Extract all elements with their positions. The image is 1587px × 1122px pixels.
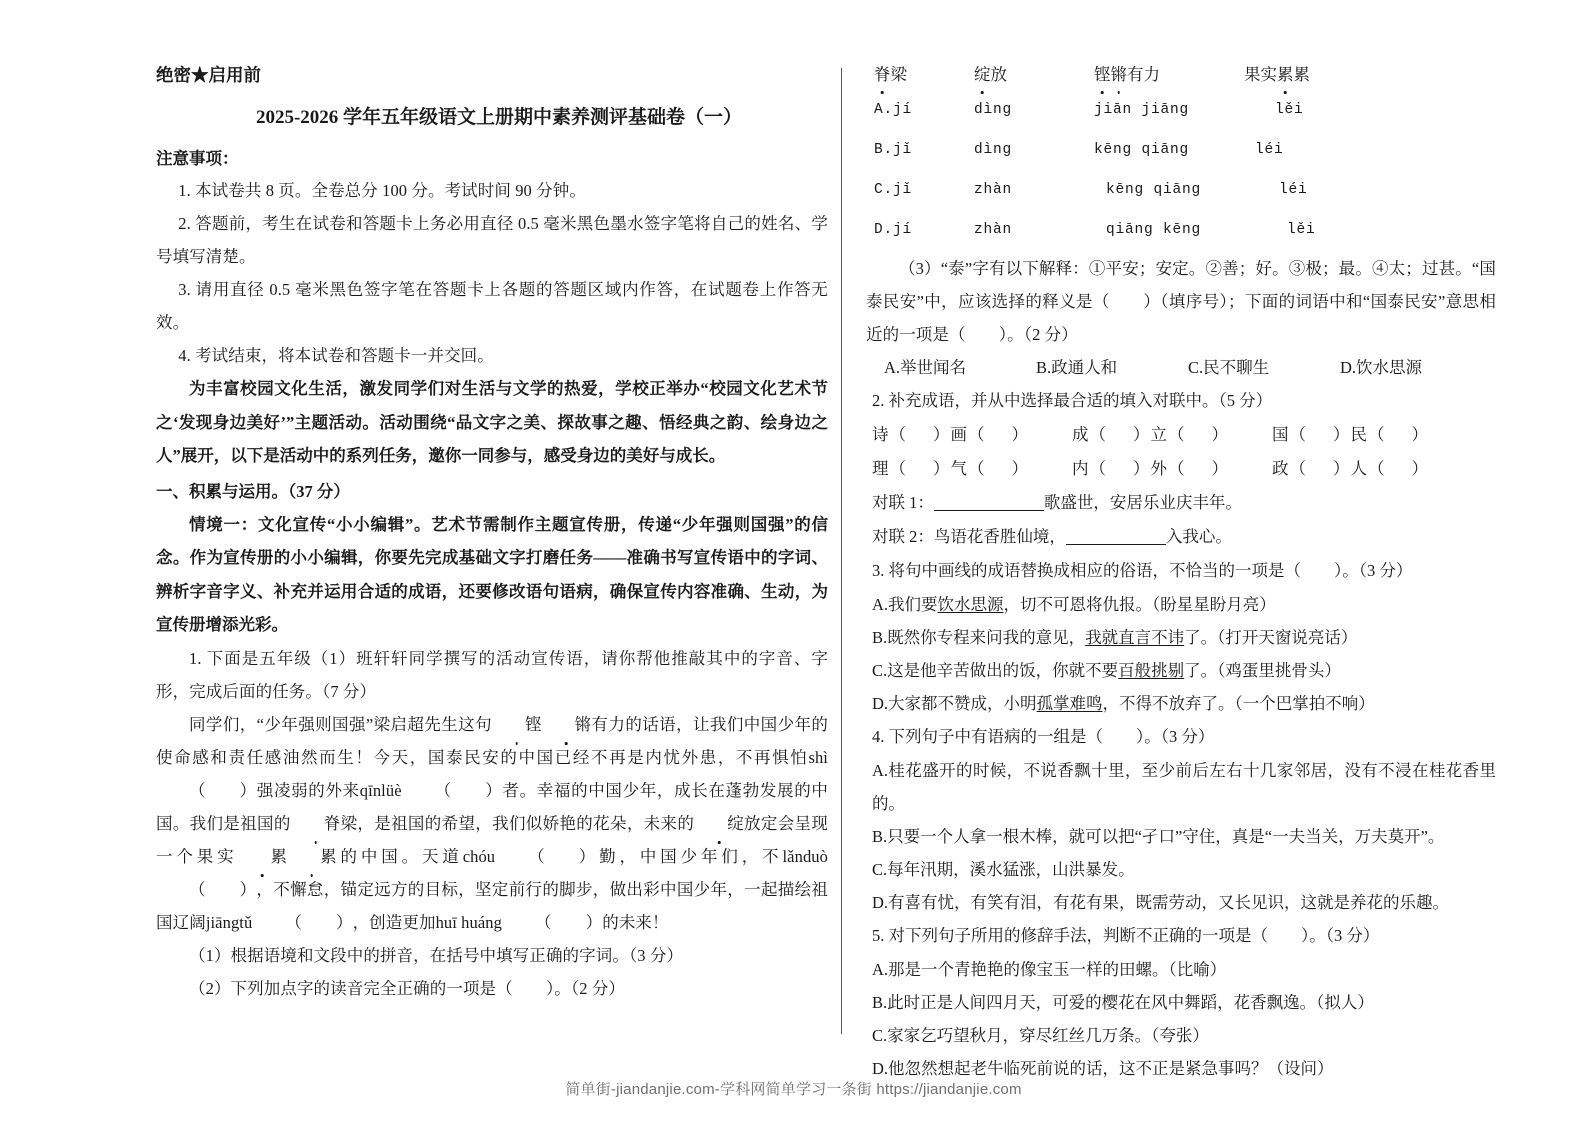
notice-item-2: 2. 答题前，考生在试卷和答题卡上务必用直径 0.5 毫米黑色墨水签字笔将自己的姓名、学号填写清楚。 xyxy=(156,214,828,266)
option-c[interactable]: C.民不聊生 xyxy=(1188,358,1270,377)
footer-watermark: 简单街-jiandanjie.com-学科网简单学习一条街 https://jiandanjie.com xyxy=(565,1081,1022,1098)
situation-one-text: 情境一：文化宣传“小小编辑”。艺术节需制作主题宣传册，传递“少年强则国强”的信念。作为宣传册的小小编辑，你要先完成基础文字打磨任务——准确书写宣传语中的字词、辨析字音字义、补充并运用合适的成语，还要修改语句语病，确保宣传内容准确、生动，为宣传册增添光彩。 xyxy=(156,514,828,634)
question-5-option-a[interactable]: A.那是一个青艳艳的像宝玉一样的田螺。（比喻） xyxy=(872,960,1227,979)
passage-text: 勤，中国少年们，不 xyxy=(595,846,783,866)
option-value-4: lěi xyxy=(1275,102,1304,118)
pinyin-qinlue: qīnlüè xyxy=(359,780,402,800)
question-3-option-a[interactable]: A.我们要饮水思源，切不可恩将仇报。（盼星星盼月亮） xyxy=(872,595,1276,614)
emphasis-char-lei-1: 累 xyxy=(237,840,287,873)
question-3-option-c[interactable]: C.这是他辛苦做出的饭，你就不要百般挑剔了。（鸡蛋里挑骨头） xyxy=(872,661,1341,680)
question-1-sub-2: （2）下列加点字的读音完全正确的一项是（ ）。（2 分） xyxy=(189,978,626,998)
option-d[interactable]: D.饮水思源 xyxy=(1340,358,1423,377)
passage-text: 的未来！ xyxy=(602,912,669,932)
answer-blank-paren[interactable]: （ ） xyxy=(434,780,502,800)
option-b[interactable]: B.政通人和 xyxy=(1036,358,1118,377)
idiom-blank-cell[interactable]: 诗（ ）画（ ） xyxy=(872,425,1029,444)
secret-label: 绝密★启用前 xyxy=(156,65,261,85)
question-5-stem: 5. 对下列句子所用的修辞手法，判断不正确的一项是（ ）。（3 分） xyxy=(872,926,1380,945)
pinyin-jiangtu: jiāngtǔ xyxy=(205,912,253,932)
idiom-grid-row-1 xyxy=(866,418,1496,452)
option-label: C.jǐ xyxy=(874,182,913,198)
pinyin-choice-header xyxy=(866,60,1496,90)
question-3-option-d[interactable]: D.大家都不赞成，小明孤掌难鸣，不得不放弃了。（一个巴掌拍不响） xyxy=(872,694,1375,713)
option-value-4: léi xyxy=(1255,142,1284,158)
underlined-idiom: 孤掌难鸣 xyxy=(1036,694,1103,713)
intro-paragraph: 为丰富校园文化生活，激发同学们对生活与文学的热爱，学校正举办“校园文化艺术节之‘发现身边美好’”主题活动。活动围绕“品文字之美、探故事之趣、悟经典之韵、绘身边之人”展开，以下是活动中的系列任务，邀你一同参与，感受身边的美好与成长。 xyxy=(156,379,828,465)
passage-text: ，不懈怠，锚定远方的目标，坚定前行的脚步，做出彩中国少年，一起描绘祖国辽阔 xyxy=(156,879,828,932)
couplet-1 xyxy=(866,486,1496,520)
question-1-stem: 1. 下面是五年级（1）班轩轩同学撰写的活动宣传语，请你帮他推敲其中的字音、字形，完成后面的任务。（7 分） xyxy=(156,648,828,701)
option-value-3: kēng qiāng xyxy=(1106,182,1202,198)
left-column xyxy=(156,60,828,1005)
passage-text: ，创造更加 xyxy=(352,912,436,932)
question-3-stem: 3. 将句中画线的成语替换成相应的俗语，不恰当的一项是（ ）。（3 分） xyxy=(872,561,1413,580)
pinyin-huihuang: huī huáng xyxy=(435,912,502,932)
passage-text: 者。幸福的中国少年，成长在蓬勃发展的中国。我们是祖国的 xyxy=(156,780,828,833)
answer-blank-paren[interactable]: （ ） xyxy=(285,912,353,932)
underlined-idiom: 我就直言不讳 xyxy=(1085,628,1185,647)
couplet-2 xyxy=(866,520,1496,554)
right-column xyxy=(866,60,1496,1085)
answer-blank-paren[interactable]: （ ） xyxy=(528,846,596,866)
notice-item-1: 1. 本试卷共 8 页。全卷总分 100 分。考试时间 90 分钟。 xyxy=(178,181,586,200)
option-value-2: dìng xyxy=(974,102,1013,118)
option-label: A.jí xyxy=(874,102,913,118)
couplet-2-tail: 入我心。 xyxy=(1165,527,1232,546)
question-1-sub-3: （3）“泰”字有以下解释：①平安；安定。②善；好。③极；最。④太；过甚。“国泰民安”中，应该选择的释义是（ ）（填序号）；下面的词语中和“国泰民安”意思相近的一项是（ ）。（2 分） xyxy=(866,259,1496,344)
notice-item-3: 3. 请用直径 0.5 毫米黑色签字笔在答题卡上各题的答题区域内作答，在试题卷上作答无效。 xyxy=(156,280,828,332)
notice-item-4: 4. 考试结束，将本试卷和答题卡一并交回。 xyxy=(178,346,494,365)
underlined-idiom: 饮水思源 xyxy=(937,595,1004,614)
question-4-option-b[interactable]: B.只要一个人拿一根木棒，就可以把“孑口”守住，真是“一夫当关，万夫莫开”。 xyxy=(872,827,1445,846)
option-label: B.jǐ xyxy=(874,142,913,158)
passage-text: 有力的话语，让我们中国少年的使命感和责任感油然而生！今天，国泰民安的中国已经不再是内忧外患，不再惧怕 xyxy=(156,714,829,767)
pinyin-option-a[interactable] xyxy=(866,90,1496,130)
idiom-blank-cell[interactable]: 政（ ）人（ ） xyxy=(1272,459,1429,478)
pinyin-option-b[interactable] xyxy=(866,130,1496,170)
couplet-1-label: 对联 1： xyxy=(872,493,934,512)
passage-text: 强凌弱的外来 xyxy=(256,780,360,800)
question-4-option-d[interactable]: D.有喜有忧，有笑有泪，有花有果，既需劳动，又长见识，这就是养花的乐趣。 xyxy=(872,893,1450,912)
couplet-2-blank[interactable] xyxy=(1066,544,1166,545)
pinyin-option-d[interactable] xyxy=(866,210,1496,250)
couplet-1-blank[interactable] xyxy=(934,510,1044,511)
emphasis-char-ji: 脊 xyxy=(291,807,341,840)
idiom-blank-cell[interactable]: 成（ ）立（ ） xyxy=(1072,425,1229,444)
question-4-option-a[interactable]: A.桂花盛开的时候，不说香飘十里，至少前后左右十几家邻居，没有不浸在桂花香里的。 xyxy=(872,761,1496,813)
question-5-option-c[interactable]: C.家家乞巧望秋月，穿尽红丝几万条。（夸张） xyxy=(872,1026,1209,1045)
question-1-passage xyxy=(156,708,828,939)
couplet-1-tail: 歌盛世，安居乐业庆丰年。 xyxy=(1043,493,1242,512)
passage-text: 同学们，“少年强则国强”梁启超先生这句 xyxy=(189,714,492,734)
option-value-2: zhàn xyxy=(974,182,1013,198)
pinyin-languo: lǎnduò xyxy=(782,846,828,866)
passage-text: 的中国。天道 xyxy=(336,846,463,866)
column-divider xyxy=(841,68,842,1034)
option-value-3: jiān jiāng xyxy=(1094,102,1190,118)
option-value-2: zhàn xyxy=(974,222,1013,238)
question-5-option-b[interactable]: B.此时正是人间四月天，可爱的樱花在风中舞蹈，花香飘逸。（拟人） xyxy=(872,993,1374,1012)
option-a[interactable]: A.举世闻名 xyxy=(884,358,967,377)
pinyin-header-word-1: 脊梁 xyxy=(874,60,974,90)
idiom-blank-cell[interactable]: 理（ ）气（ ） xyxy=(872,459,1029,478)
pinyin-header-word-3: 铿锵有力 xyxy=(1094,60,1244,90)
answer-blank-paren[interactable]: （ ） xyxy=(189,780,257,800)
question-3-option-b[interactable]: B.既然你专程来问我的意见，我就直言不讳了。（打开天窗说亮话） xyxy=(872,628,1358,647)
question-2-stem: 2. 补充成语，并从中选择最合适的填入对联中。（5 分） xyxy=(872,391,1273,410)
option-value-4: léi xyxy=(1279,182,1308,198)
idiom-blank-cell[interactable]: 内（ ）外（ ） xyxy=(1072,459,1229,478)
pinyin-option-c[interactable] xyxy=(866,170,1496,210)
option-label: D.jí xyxy=(874,222,913,238)
idiom-blank-cell[interactable]: 国（ ）民（ ） xyxy=(1272,425,1429,444)
couplet-2-head: 鸟语花香胜仙境， xyxy=(933,527,1066,546)
emphasis-char-lei-2: 累 xyxy=(287,840,337,873)
emphasis-char-qiang: 锵 xyxy=(542,708,592,741)
option-value-2: dìng xyxy=(974,142,1013,158)
answer-blank-paren[interactable]: （ ） xyxy=(189,879,257,899)
pinyin-chou: chóu xyxy=(462,846,496,866)
idiom-grid-row-2 xyxy=(866,452,1496,486)
underlined-idiom: 百般挑剔 xyxy=(1118,661,1185,680)
pinyin-header-word-2: 绽放 xyxy=(974,60,1094,90)
emphasis-char-zhan: 绽 xyxy=(694,807,744,840)
emphasis-char-keng: 铿 xyxy=(492,708,542,741)
option-value-3: qiāng kēng xyxy=(1106,222,1202,238)
option-value-4: lěi xyxy=(1287,222,1316,238)
notice-heading: 注意事项： xyxy=(156,149,239,168)
page-title: 2025-2026 学年五年级语文上册期中素养测评基础卷（一） xyxy=(255,107,743,128)
couplet-2-label: 对联 2： xyxy=(872,527,934,546)
question-1-sub-1: （1）根据语境和文段中的拼音，在括号中填写正确的字词。（3 分） xyxy=(189,945,684,965)
answer-blank-paren[interactable]: （ ） xyxy=(535,912,603,932)
question-5-option-d[interactable]: D.他忽然想起老牛临死前说的话，这不正是紧急事吗？（设问） xyxy=(872,1059,1334,1078)
question-4-stem: 4. 下列句子中有语病的一组是（ ）。（3 分） xyxy=(872,727,1215,746)
pinyin-header-word-4: 果实累累 xyxy=(1244,60,1384,90)
passage-text: 梁，是祖国的希望，我们似娇艳的花朵，未来的 xyxy=(340,813,695,833)
passage-text: 放定会呈现一个果实 xyxy=(156,813,828,866)
question-4-option-c[interactable]: C.每年汛期，溪水猛涨，山洪暴发。 xyxy=(872,860,1135,879)
option-value-3: kēng qiāng xyxy=(1094,142,1190,158)
question-1-sub-3-options xyxy=(866,351,1496,384)
pinyin-shi: shì xyxy=(808,747,828,767)
section-one-heading: 一、积累与运用。（37 分） xyxy=(156,481,350,501)
